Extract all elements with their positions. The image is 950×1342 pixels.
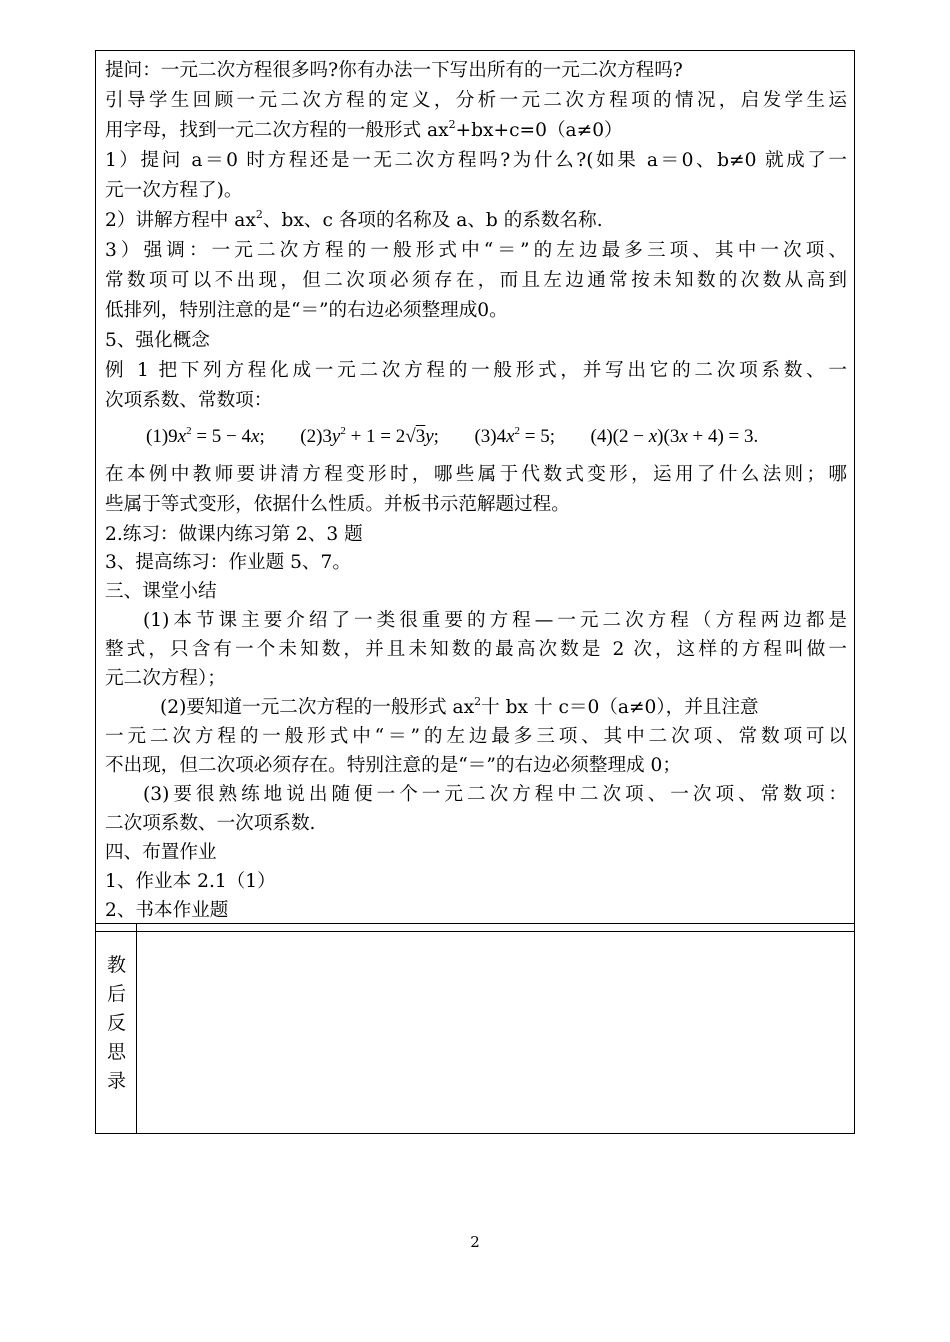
equation-1: $(1)9x^2 = 5 - 4x$; bbox=[146, 425, 265, 447]
text-line: 在本例中教师要讲清方程变形时，哪些属于代数式变形，运用了什么法则；哪 bbox=[105, 464, 847, 485]
text-line: 元二次方程）； bbox=[105, 668, 226, 689]
text-line: 整式，只含有一个未知数，并且未知数的最高次数是 2 次，这样的方程叫做一 bbox=[105, 639, 847, 660]
equation-3: $(3)4x^2 = 5$; bbox=[474, 425, 556, 447]
page-number: 2 bbox=[470, 1233, 480, 1251]
text-line: 用字母，找到一元二次方程的一般形式 $ax^2+bx+c=0(a\ne 0)$ bbox=[105, 118, 623, 141]
text-line: 元一次方程了)。 bbox=[105, 180, 243, 201]
lesson-plan-table bbox=[95, 50, 855, 932]
section-heading: 5、强化概念 bbox=[105, 330, 210, 351]
text-line: 1）提问 a＝0 时方程还是一无二次方程吗?为什么?(如果 a＝0、b≠0 就成了一 bbox=[105, 150, 847, 171]
text-line: 一元二次方程的一般形式中“＝”的左边最多三项、其中二次项、常数项可以 bbox=[105, 726, 847, 747]
reflection-label bbox=[96, 923, 137, 1133]
text-line: 3、提高练习：作业题 5、7。 bbox=[105, 552, 351, 573]
equation-2: $(2)3y^2 + 1 = 2√3y$; bbox=[300, 425, 439, 447]
label-char: 思 bbox=[106, 1041, 126, 1063]
label-char: 录 bbox=[106, 1070, 126, 1092]
text-line: 常数项可以不出现，但二次项必须存在，而且左边通常按未知数的次数从高到 bbox=[105, 270, 847, 291]
text-line: (2)要知道一元二次方程的一般形式 $ax^2$十 bx 十 c＝0（a≠0），并且注意 bbox=[160, 695, 759, 718]
text-line: 次项系数、常数项： bbox=[105, 390, 273, 411]
label-char: 反 bbox=[106, 1012, 126, 1034]
reflection-row bbox=[95, 923, 855, 1134]
text-line: 提问：一元二次方程很多吗?你有办法一下写出所有的一元二次方程吗? bbox=[105, 60, 683, 81]
example-equations bbox=[146, 425, 846, 451]
text-line: (3)要很熟练地说出随便一个一元二次方程中二次项、一次项、常数项： bbox=[143, 784, 847, 805]
text-line: 些属于等式变形，依据什么性质。并板书示范解题过程。 bbox=[105, 494, 570, 515]
lesson-content-cell bbox=[96, 51, 854, 924]
text-line: 二次项系数、一次项系数. bbox=[105, 813, 316, 834]
text-line: (1)本节课主要介绍了一类很重要的方程—一元二次方程（方程两边都是 bbox=[143, 610, 847, 631]
section-heading: 四、布置作业 bbox=[105, 842, 217, 863]
text-line: 3）强调：一元二次方程的一般形式中“＝”的左边最多三项、其中一次项、 bbox=[105, 240, 847, 261]
example-text: 例 1 把下列方程化成一元二次方程的一般形式，并写出它的二次项系数、一 bbox=[105, 360, 847, 381]
equation-4: (4)(2 − x)(3x + 4) = 3. bbox=[590, 426, 759, 447]
text-line: 低排列，特别注意的是“＝”的右边必须整理成0。 bbox=[105, 300, 508, 321]
label-char: 后 bbox=[106, 983, 126, 1005]
text-line: 2）讲解方程中 $ax^2$、bx、c 各项的名称及 a、b 的系数名称. bbox=[105, 208, 603, 231]
label-char: 教 bbox=[106, 954, 126, 976]
text-line: 2.练习：做课内练习第 2、3 题 bbox=[105, 524, 363, 545]
section-heading: 三、课堂小结 bbox=[105, 581, 217, 602]
text-line: 2、书本作业题 bbox=[105, 900, 229, 921]
text-line: 引导学生回顾一元二次方程的定义，分析一元二次方程项的情况，启发学生运 bbox=[105, 90, 847, 111]
text-line: 1、作业本 2.1（1） bbox=[105, 871, 276, 892]
text-line: 不出现，但二次项必须存在。特别注意的是“＝”的右边必须整理成 0； bbox=[105, 755, 681, 776]
